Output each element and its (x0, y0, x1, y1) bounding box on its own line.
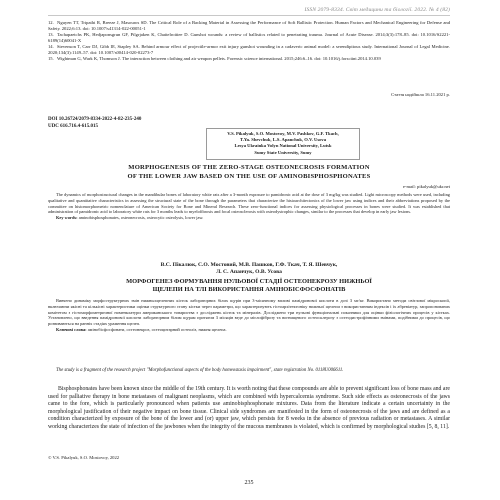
introduction-body (48, 386, 450, 432)
authors-line-2: T.Ya. Shevchuk, L.S. Apanchuk, O.V. Usova (240, 137, 326, 143)
reference-item: 15. Wightman G, Wark K, Thomson J. The interaction between clothing and air weapon pellets. Forensic science international. 2015;246:6–16. doi: 10.1016/j.forsciint.2014.10.039 (48, 56, 381, 61)
article-title-english: MORPHOGENESIS OF THE ZERO-STAGE OSTEONECROSIS FORMATION OF THE LOWER JAW BASED ON THE USE OF AMINOBISPHOSPHONATES (127, 164, 371, 180)
authors-line-1: V.S. Pikalyuk, S.O. Mostovoy, M.V. Pashkov, G.F. Tkach, (227, 131, 339, 136)
udc-line: UDC 616.716.4-615.015 (48, 124, 98, 129)
keywords-ukrainian: Ключові слова: амінобісфосфонати, остеонекроз, остеоцитарний остеоліз, нижня щелепа. (56, 326, 227, 332)
reference-item: 14. Stevenson T, Carr DJ, Gibb IE, Stapley SA. Behind armour effect of projectile-armor exit injury gunshot wounding in a cadaveric animal model: a serendipitous study. International Journal of Legal Medicine. 2020;134(3):1149–57. doi: 10.1007/s00414-020-02273-7 (48, 44, 450, 55)
reference-list (48, 20, 450, 62)
english-abstract (48, 192, 450, 221)
article-identifiers (48, 116, 141, 130)
page-number: 235 (244, 480, 254, 486)
author-affiliation-box (206, 128, 360, 160)
body-paragraph: Bisphosphonates have been known since the middle of the 19th century. It is worth noting that these compounds are able to prevent significant loss of bone mass and are used for palliative therapy in bone metastases of malignant neoplasms, which are combined with hypercalcemia syndrome. Such side effects as osteonecrosis of the jaws came to the fore, which is particularly pronounced when patients use aminobisphosphonate mixtures. Data from the literature indicate a certain uncertainty in the morphological justification of their negative impact on bone tissue. Clinical side syndromes are manifested in the form of osteonecrosis of the jaws and are defined as a condition characterized by exposure of the bone of the lower and (or) upper jaw, which persists for 8 weeks in the absence of previous radiation or metastases. A similar working characterizes the state of infection of the jawbones when the integrity of the mucous membranes is violated, which is confirmed by morphological studies [5, 8, 11]. (48, 386, 450, 430)
abstract-text-ukrainian: Вивчено динаміку морфоструктурних змін нижньощелепних кісток лабораторних білих щурів при 3-місячному впливі памідронової кислоти в дозі 3 мг/кг. Використано методи світлової мікроскопії, включаючи якісні та кількісні характеристики оцінки структурного стану кістки через параметри, що характеризують гістоархітектоніку нижньої щелепи з використанням індексів і їх абревіатур, запропонованих комітетом з гістоморфометричної номенклатури американського товариства з досліджень кісток та мінералів. Досліджено три нульові функціональні показники для оцінки фізіологічних процесів у кістках. Установлено, що введення памідронової кислоти лабораторним білим щурам протягом 3 місяців веде до мієлофіброзу та вогнищевого остеосклерозу з остеодистрофічними змінами, подібними до процесів, що розвиваються на ранніх стадіях ураження щелеп. (48, 298, 450, 327)
reference-item: 13. Tachapaetchs PK, Hedjaponsgrun GF, Pilgrjaken K, Chaitelroitiee D. Gunshot wounds: a review of ballistics related to penetrating trauma. Journal of Acute Disease. 2014;3(3):178–85. doi: 10.1016/S2221-6189(14)60041-X (48, 32, 450, 43)
received-date: Стаття надійшла 16.11.2021 р. (391, 92, 450, 97)
article-title-ukrainian: МОРФОГЕНЕЗ ФОРМУВАННЯ НУЛЬОВОЇ СТАДІЇ ОСТЕОНЕКРОЗУ НИЖНЬОЇ ЩЕЛЕПИ НА ТЛІ ВИКОРИСТАННЯ АМІНОБІСФОСФОНАТІВ (126, 278, 372, 294)
funding-note: The study is a fragment of the research project "Morphofunctional aspects of the body homeostasis impairment", state registration No. 0118U006611. (56, 368, 344, 373)
header-divider (48, 15, 450, 16)
institution-line-1: Lesya Ukrainka Volyn National University, Lutsk (234, 143, 332, 149)
keywords-english: Key words: aminobisphosphonates, osteonecrosis, osteocytic osteolysis, lower jaw. (56, 215, 204, 221)
institution-line-2: Sumy State University, Sumy (254, 149, 312, 155)
ukrainian-abstract (48, 298, 450, 333)
contact-email: e-mail: pikalyuk@ukr.net (402, 184, 450, 189)
reference-item: 12. Nguyen TT, Tripathi R, Breeze J, Masouros SD. The Critical Role of a Backing Material in Assessing the Performance of Soft Ballistic Protection. Human Factors and Mechanical Engineering for Defense and Safety. 2022;6:13. doi: 10.1007/s41314-022-00051-1 (48, 20, 450, 31)
doi-line: DOI 10.26724/2079-8334-2022-4-82-235-240 (48, 117, 142, 122)
authors-ukrainian: В.С. Пікалюк, С.О. Мостовий, М.В. Пашков, Г.Ф. Ткач, Т. Я. Шевчук, Л. С. Апанчук, О.В. Усова (160, 262, 338, 276)
journal-page (48, 0, 450, 500)
abstract-text: The dynamics of morphostructural changes in the mandibular bones of laboratory white rats after a 3-month exposure to pamidronic acid at the dose of 3 mg/kg was studied. Light microscopy methods were used, including qualitative and quantitative characteristics in assessing the structural state of the bone through the parameters that characterize the histoarchitectonics of the lower jaw using indices and their abbreviations proposed by the committee on histomorphometric nomenclature of American Society for Bone and Mineral Research. These zero-functional indices for assessing physiological processes in bones were studied. It was established that administration of pamidronic acid to laboratory white rats for 3 months leads to myelofibrosis and focal osteosclerosis with osteodystrophic changes, similar to the processes that develop in early jaw lesions. (48, 192, 450, 215)
copyright-footer: © V.S. Pikalyuk, S.O. Mostovoy, 2022 (48, 455, 120, 460)
journal-header: ISSN 2079-8334. Світ медицини та біології. 2022. № 4 (82) (304, 7, 450, 13)
